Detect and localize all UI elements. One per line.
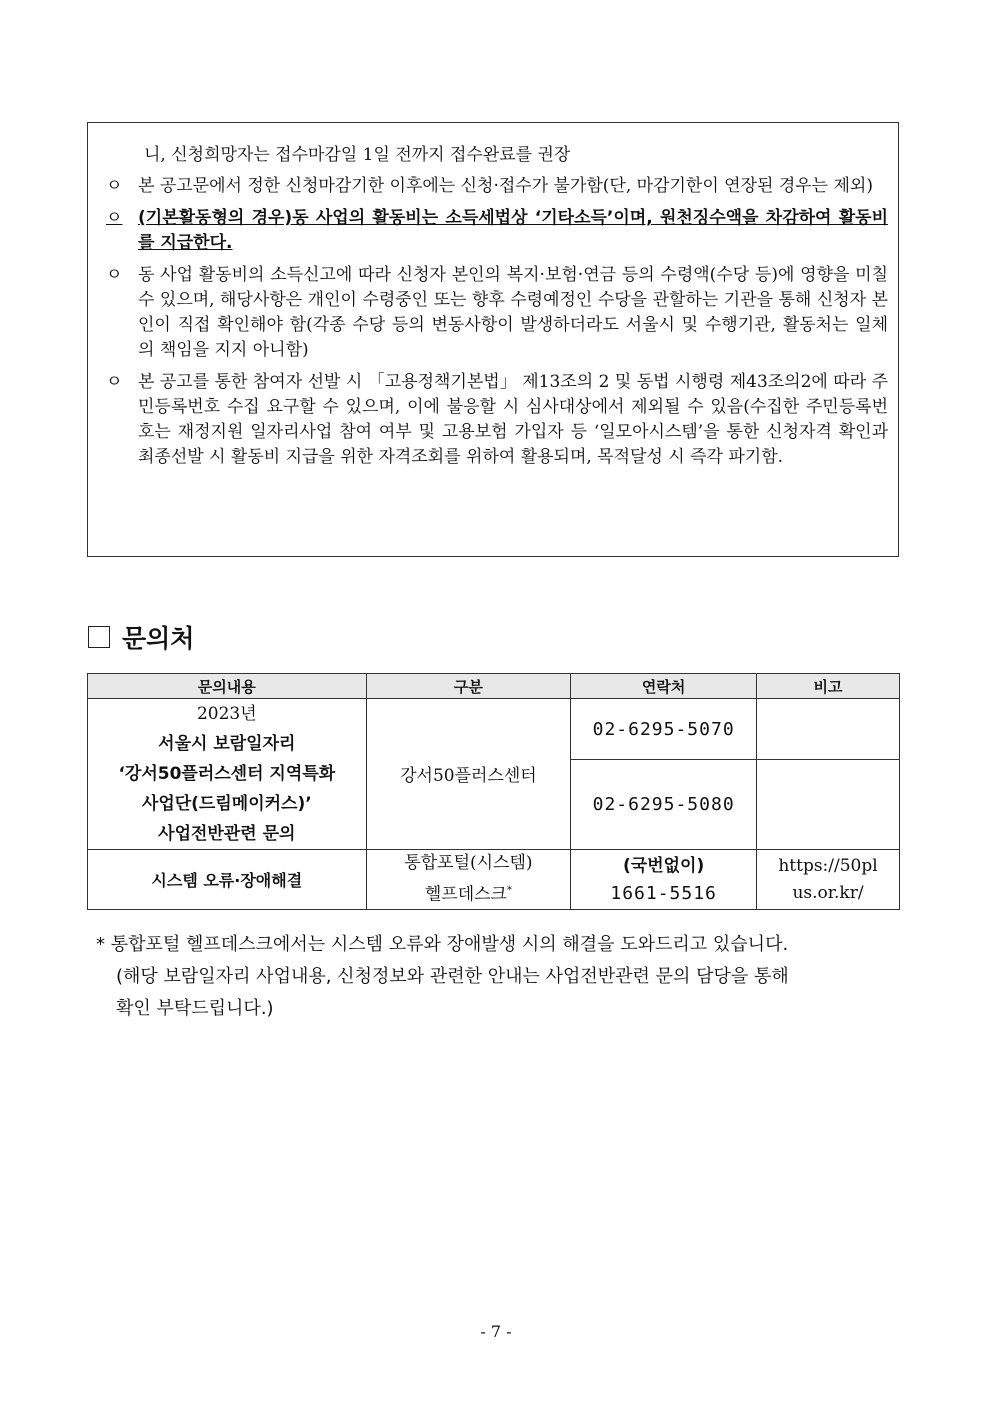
header-inquiry: 문의내용 (88, 674, 367, 699)
note-cell (757, 760, 900, 850)
footnote-line: 확인 부탁드립니다.) (116, 998, 274, 1019)
footnote-marker: * (506, 885, 512, 897)
circle-bullet-icon: ㅇ (106, 372, 123, 392)
inquiry-cell (88, 699, 367, 850)
section-heading (88, 620, 194, 654)
circle-bullet-icon: ㅇ (106, 176, 123, 196)
inquiry-line: 서울시 보람일자리 (158, 734, 296, 754)
category-cell: 강서50플러스센터 (366, 699, 571, 850)
circle-bullet-icon: ㅇ (106, 265, 123, 285)
category-line: 통합포털(시스템) (404, 853, 533, 874)
notice-bullet-text: (기본활동형의 경우)동 사업의 활동비는 소득세법상 ‘기타소득’이며, 원천징수액을 차감하여 활동비를 지급한다. (138, 208, 888, 253)
header-category: 구분 (366, 674, 571, 699)
contact-line: 1661-5516 (610, 882, 717, 904)
section-title: 문의처 (122, 624, 195, 653)
website-link[interactable]: https://50pl (778, 855, 878, 876)
footnote-line: (해당 보람일자리 사업내용, 신청정보와 관련한 안내는 사업전반관련 문의 담당을 통해 (116, 966, 789, 987)
phone-cell: 02-6295-5070 (571, 699, 757, 760)
notice-bullet-text: 본 공고를 통한 참여자 선발 시 「고용정책기본법」 제13조의 2 및 동법 시행령 제43조의2에 따라 주민등록번호 수집 요구할 수 있으며, 이에 불응할 시 심사대상에서 제외될 수 있음(수집한 주민등록번호는 재정지원 일자리사업 참여 여부 및 고용보험 가입자 등 ‘일모아시스템’을 통한 신청자격 확인과 최종선발 시 활동비 지급을 위한 자격조회를 위하여 활용되며, 목적달성 시 즉각 파기함. (138, 372, 888, 467)
category-text: 헬프데스크 (424, 884, 507, 905)
inquiry-cell: 시스템 오류·장애해결 (88, 850, 367, 910)
contact-cell (571, 850, 757, 910)
footnote-line: * 통합포털 헬프데스크에서는 시스템 오류와 장애발생 시의 해결을 도와드리고 있습니다. (96, 934, 789, 955)
table-header-row (88, 674, 900, 699)
notice-bullet (106, 263, 888, 363)
page-number: - 7 - (480, 1322, 512, 1341)
notice-bullet (106, 174, 888, 199)
footnote (96, 929, 896, 1025)
category-cell (366, 850, 571, 910)
notice-bullet-text: 동 사업 활동비의 소득신고에 따라 신청자 본인의 복지·보험·연금 등의 수령액(수당 등)에 영향을 미칠 수 있으며, 해당사항은 개인이 수령중인 또는 향후 수령예정인 수당을 관할하는 기관을 통해 신청자 본인이 직접 확인해야 함(각종 수당 등의 변동사항이 발생하더라도 서울시 및 수행기관, 활동처는 일체의 책임을 지지 아니함) (138, 265, 888, 360)
notice-box (87, 122, 899, 557)
inquiry-line: 2023년 (196, 704, 257, 724)
notice-bullet-text: 본 공고문에서 정한 신청마감기한 이후에는 신청·접수가 불가함(단, 마감기한이 연장된 경우는 제외) (138, 176, 873, 196)
note-cell[interactable] (757, 850, 900, 910)
notice-first-line: 니, 신청희망자는 접수마감일 1일 전까지 접수완료를 권장 (144, 145, 571, 165)
header-contact: 연락처 (571, 674, 757, 699)
notice-bullet (106, 370, 888, 470)
table-row (88, 850, 900, 910)
contact-table (87, 673, 900, 910)
square-bullet-icon (88, 626, 110, 648)
website-link[interactable]: us.or.kr/ (792, 882, 864, 903)
circle-bullet-icon: ㅇ (106, 208, 123, 228)
phone-cell: 02-6295-5080 (571, 760, 757, 850)
inquiry-line: ‘강서50플러스센터 지역특화 (118, 764, 336, 784)
notice-bullet-emphasized (106, 206, 888, 256)
contact-line: (국번없이) (623, 855, 705, 876)
category-line (371, 877, 567, 909)
inquiry-line: 사업전반관련 문의 (158, 824, 296, 844)
table-row (88, 699, 900, 760)
header-note: 비고 (757, 674, 900, 699)
note-cell (757, 699, 900, 760)
inquiry-line: 사업단(드림메이커스)’ (141, 794, 312, 814)
